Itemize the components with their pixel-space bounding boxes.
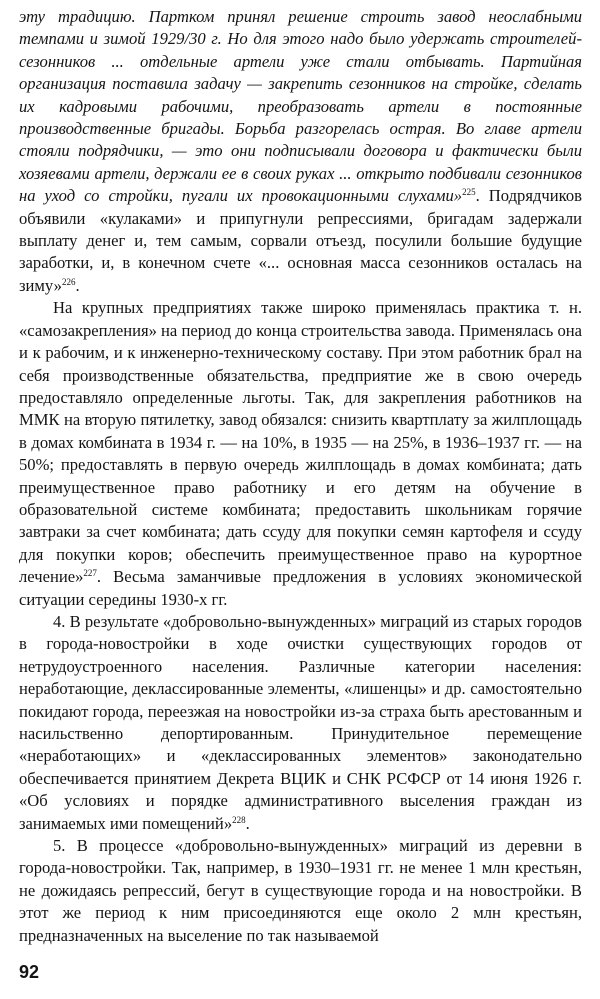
paragraph-text: 5. В процессе «добровольно-вынужденных» миграций из деревни в города-новостройки. Так, например, в 1930–1931 гг. не менее 1 млн крестьян, не дожидаясь репрессий, бегут в существующие города и на новостройки. В этот же период к ним присоединяются еще около 2 млн крестьян, предназначенных на выселение по так называемой bbox=[19, 836, 582, 945]
footnote-ref-227[interactable]: 227 bbox=[83, 568, 97, 579]
paragraph-end: . bbox=[245, 813, 250, 833]
footnote-ref-225[interactable]: 225 bbox=[462, 187, 476, 198]
paragraph-end: . Весьма заманчивые предложения в условиях экономической ситуации середины 1930-х гг. bbox=[19, 567, 582, 609]
paragraph-text: 4. В результате «добровольно-вынужденных» миграций из старых городов в города-новостройки в ходе очистки существующих городов от нетрудоустроенного населения. Различные категории населения: неработающие, деклассированные элементы, «лишенцы» и др. самостоятельно покидают города, переезжая на новостройки из-за страха быть арестованным и насильственно депортированным. Принудительное перемещение «неработающих» и «деклассированных элементов» законодательно обеспечивается принятием Декрета ВЦИК и СНК РСФСР от 14 июня 1926 г. «Об условиях и порядке административного выселения граждан из занимаемых ими помещений» bbox=[19, 611, 582, 833]
footnote-ref-226[interactable]: 226 bbox=[61, 276, 76, 287]
page-number: 92 bbox=[19, 962, 40, 982]
paragraph-2 bbox=[19, 297, 582, 611]
paragraph-3 bbox=[19, 611, 582, 835]
paragraph-end: . bbox=[75, 275, 80, 295]
paragraph-text: . Подрядчиков объявили «кулаками» и припугнули репрессиями, бригадам задержали выплату денег и, тем самым, сорвали отъезд, посулили большие будущие заработки, и, в конечном счете «... основная масса сезонников осталась на зиму» bbox=[19, 186, 582, 295]
body-text bbox=[19, 6, 582, 947]
paragraph-1 bbox=[19, 6, 582, 297]
paragraph-4 bbox=[19, 835, 582, 947]
footnote-ref-228[interactable]: 228 bbox=[232, 814, 246, 825]
quotation: эту традицию. Партком принял решение строить завод неослабными темпами и зимой 1929/30 г. Но для этого надо было удержать строителей-сезонников ... отдельные артели уже стали отбывать. Партийная организация поставила задачу — закрепить сезонников на стройке, сделать их кадровыми рабочими, преобразовать артели в постоянные производственные бригады. Борьба разгорелась острая. Во главе артели стояли подрядчики, — это они подписывали договора и фактически были хозяевами артели, держали ее в своих руках ... открыто подбивали сезонников на уход со стройки, пугали их провокационными слухами» bbox=[19, 7, 582, 206]
paragraph-text: На крупных предприятиях также широко применялась практика т. н. «самозакрепления» на период до конца строительства завода. Применялась она и к рабочим, и к инженерно-техническому составу. При этом работник брал на себя производственные обязательства, предприятие же в свою очередь предоставляло определенные льготы. Так, для закрепления работников на ММК на вторую пятилетку, завод обязался: снизить квартплату за жилплощадь в домах комбината в 1934 г. — на 10%, в 1935 — на 25%, в 1936–1937 гг. — на 50%; предоставлять в первую очередь жилплощадь в домах комбината; дать преимущественное право работнику и его детям на обучение в образовательной системе комбината; предоставить школьникам горячие завтраки за счет комбината; дать ссуду для покупки семян картофеля и ссуду для покупки коров; обеспечить преимущественное право на курортное лечение» bbox=[19, 298, 582, 587]
